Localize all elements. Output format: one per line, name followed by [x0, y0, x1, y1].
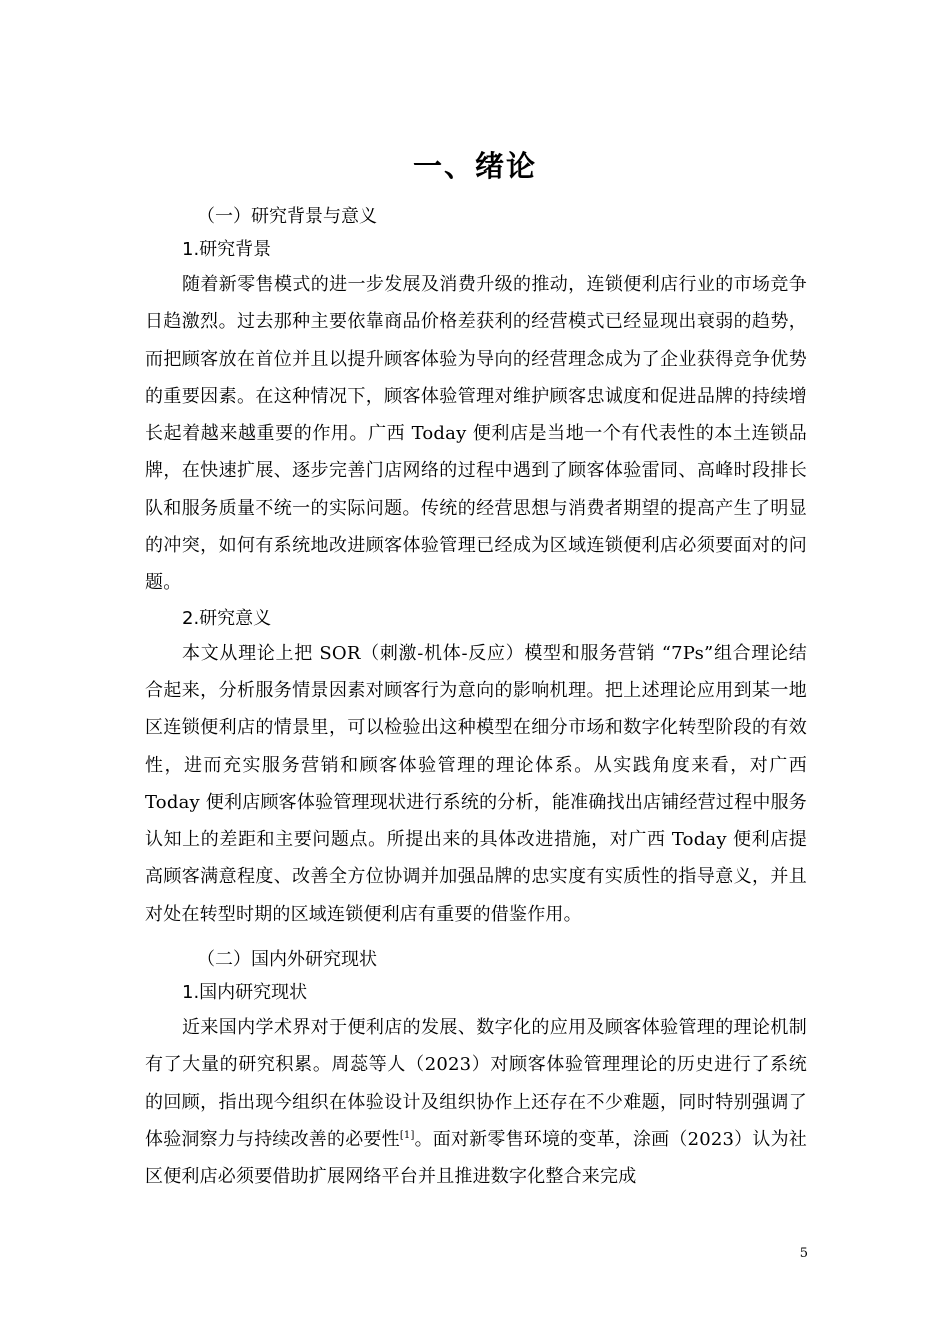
- section-heading-background: （一）研究背景与意义: [197, 206, 377, 227]
- paragraph-background: 随着新零售模式的进一步发展及消费升级的推动，连锁便利店行业的市场竞争日趋激烈。过去那种主要依靠商品价格差获利的经营模式已经显现出衰弱的趋势，而把顾客放在首位并且以提升顾客体验为导向的经营理念成为了企业获得竞争优势的重要因素。在这种情况下，顾客体验管理对维护顾客忠诚度和促进品牌的持续增长起着越来越重要的作用。广西 Today 便利店是当地一个有代表性的本土连锁品牌，在快速扩展、逐步完善门店网络的过程中遇到了顾客体验雷同、高峰时段排长队和服务质量不统一的实际问题。传统的经营思想与消费者期望的提高产生了明显的冲突，如何有系统地改进顾客体验管理已经成为区域连锁便利店必须要面对的问题。: [145, 274, 807, 594]
- citation-marker: [1]: [399, 1129, 415, 1141]
- paragraph-significance: 本文从理论上把 SOR（刺激-机体-反应）模型和服务营销 “7Ps”组合理论结合起来，分析服务情景因素对顾客行为意向的影响机理。把上述理论应用到某一地区连锁便利店的情景里，可以检验出这种模型在细分市场和数字化转型阶段的有效性，进而充实服务营销和顾客体验管理的理论体系。从实践角度来看，对广西 Today 便利店顾客体验管理现状进行系统的分析，能准确找出店铺经营过程中服务认知上的差距和主要问题点。所提出来的具体改进措施，对广西 Today 便利店提高顾客满意程度、改善全方位协调并加强品牌的忠实度有实质性的指导意义，并且对处在转型时期的区域连锁便利店有重要的借鉴作用。: [145, 642, 807, 925]
- subsection-heading-domestic: 1.国内研究现状: [182, 982, 308, 1004]
- paragraph-domestic: [145, 1009, 807, 1195]
- subsection-heading-background: 1.研究背景: [182, 239, 272, 260]
- page-body: [145, 200, 807, 1196]
- section-heading-literature: （二）国内外研究现状: [197, 949, 377, 971]
- subsection-heading-significance: 2.研究意义: [182, 607, 272, 629]
- chapter-title: 一、绪论: [412, 149, 537, 183]
- page-number: 5: [799, 1246, 808, 1261]
- paragraph-domestic-text-b: 。面对新零售环境的变革，涂画（2023）认为社区便利店必须要借助扩展网络平台并且推进数字化整合来完成: [145, 1128, 807, 1188]
- paragraph-domestic-text-a: 近来国内学术界对于便利店的发展、数字化的应用及顾客体验管理的理论机制有了大量的研究积累。周蕊等人（2023）对顾客体验管理理论的历史进行了系统的回顾，指出现今组织在体验设计及组织协作上还存在不少难题，同时特别强调了体验洞察力与持续改善的必要性: [145, 1017, 807, 1150]
